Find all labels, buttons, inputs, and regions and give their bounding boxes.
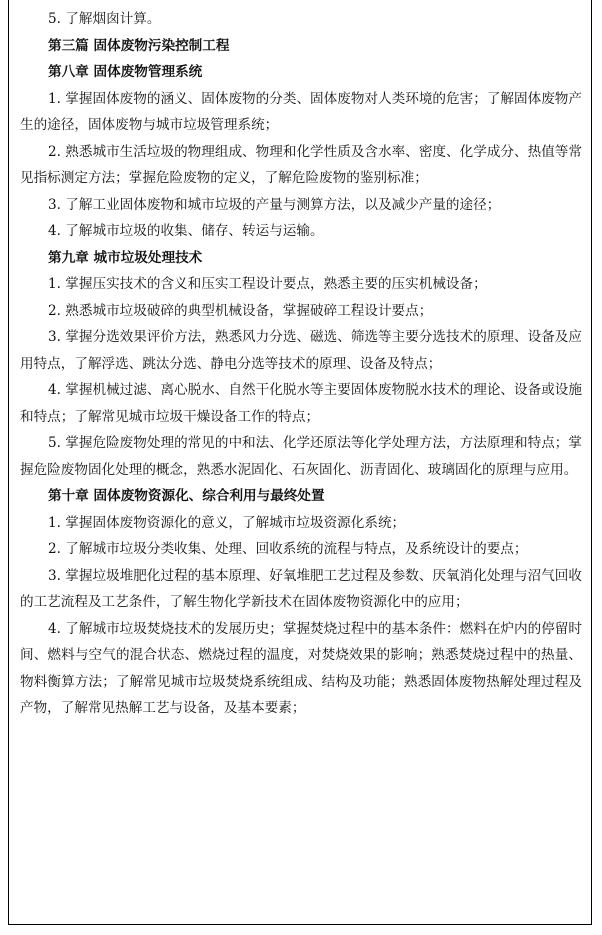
paragraph: 5. 了解烟囱计算。 (48, 11, 161, 27)
chapter-heading: 第九章 城市垃圾处理技术 (48, 249, 203, 266)
paragraph: 1. 掌握固体废物的涵义、固体废物的分类、固体废物对人类环境的危害；了解固体废物产生的途径，固体废物与城市垃圾管理系统； (20, 90, 582, 133)
part-heading: 第三篇 固体废物污染控制工程 (48, 37, 230, 54)
paragraph: 1. 掌握压实技术的含义和压实工程设计要点，熟悉主要的压实机械设备； (48, 276, 487, 292)
paragraph: 2. 熟悉城市生活垃圾的物理组成、物理和化学性质及含水率、密度、化学成分、热值等常见指标测定方法；掌握危险废物的定义，了解危险废物的鉴别标准； (20, 143, 582, 186)
paragraph: 4. 掌握机械过滤、离心脱水、自然干化脱水等主要固体废物脱水技术的理论、设备或设施和特点；了解常见城市垃圾干燥设备工作的特点； (20, 382, 582, 425)
paragraph: 3. 掌握垃圾堆肥化过程的基本原理、好氧堆肥工艺过程及参数、厌氧消化处理与沼气回收的工艺流程及工艺条件，了解生物化学新技术在固体废物资源化中的应用； (20, 567, 582, 610)
paragraph: 4. 了解城市垃圾的收集、储存、转运与运输。 (48, 223, 324, 239)
paragraph: 3. 了解工业固体废物和城市垃圾的产量与测算方法，以及减少产量的途径； (48, 196, 501, 213)
paragraph: 2. 了解城市垃圾分类收集、处理、回收系统的流程与特点，及系统设计的要点； (48, 541, 528, 557)
paragraph: 3. 掌握分选效果评价方法，熟悉风力分选、磁选、筛选等主要分选技术的原理、设备及应用特点，了解浮选、跳汰分选、静电分选等技术的原理、设备及特点； (20, 329, 582, 372)
chapter-heading: 第十章 固体废物资源化、综合利用与最终处置 (48, 488, 325, 504)
paragraph: 5. 掌握危险废物处理的常见的中和法、化学还原法等化学处理方法，方法原理和特点；掌握危险废物固化处理的概念，熟悉水泥固化、石灰固化、沥青固化、玻璃固化的原理与应用。 (20, 435, 582, 478)
paragraph: 4. 了解城市垃圾焚烧技术的发展历史；掌握焚烧过程中的基本条件：燃料在炉内的停留时间、燃料与空气的混合状态、燃烧过程的温度，对焚烧效果的影响；熟悉焚烧过程中的热量、物料衡算方法；了解常见城市垃圾焚烧系统组成、结构及功能；熟悉固体废物热解处理过程及产物，了解常见热解工艺与设备，及基本要素； (20, 620, 582, 716)
document-body (20, 6, 582, 722)
paragraph: 1. 掌握固体废物资源化的意义，了解城市垃圾资源化系统； (48, 514, 406, 531)
paragraph: 2. 熟悉城市垃圾破碎的典型机械设备，掌握破碎工程设计要点； (48, 302, 433, 319)
chapter-heading: 第八章 固体废物管理系统 (48, 64, 203, 80)
